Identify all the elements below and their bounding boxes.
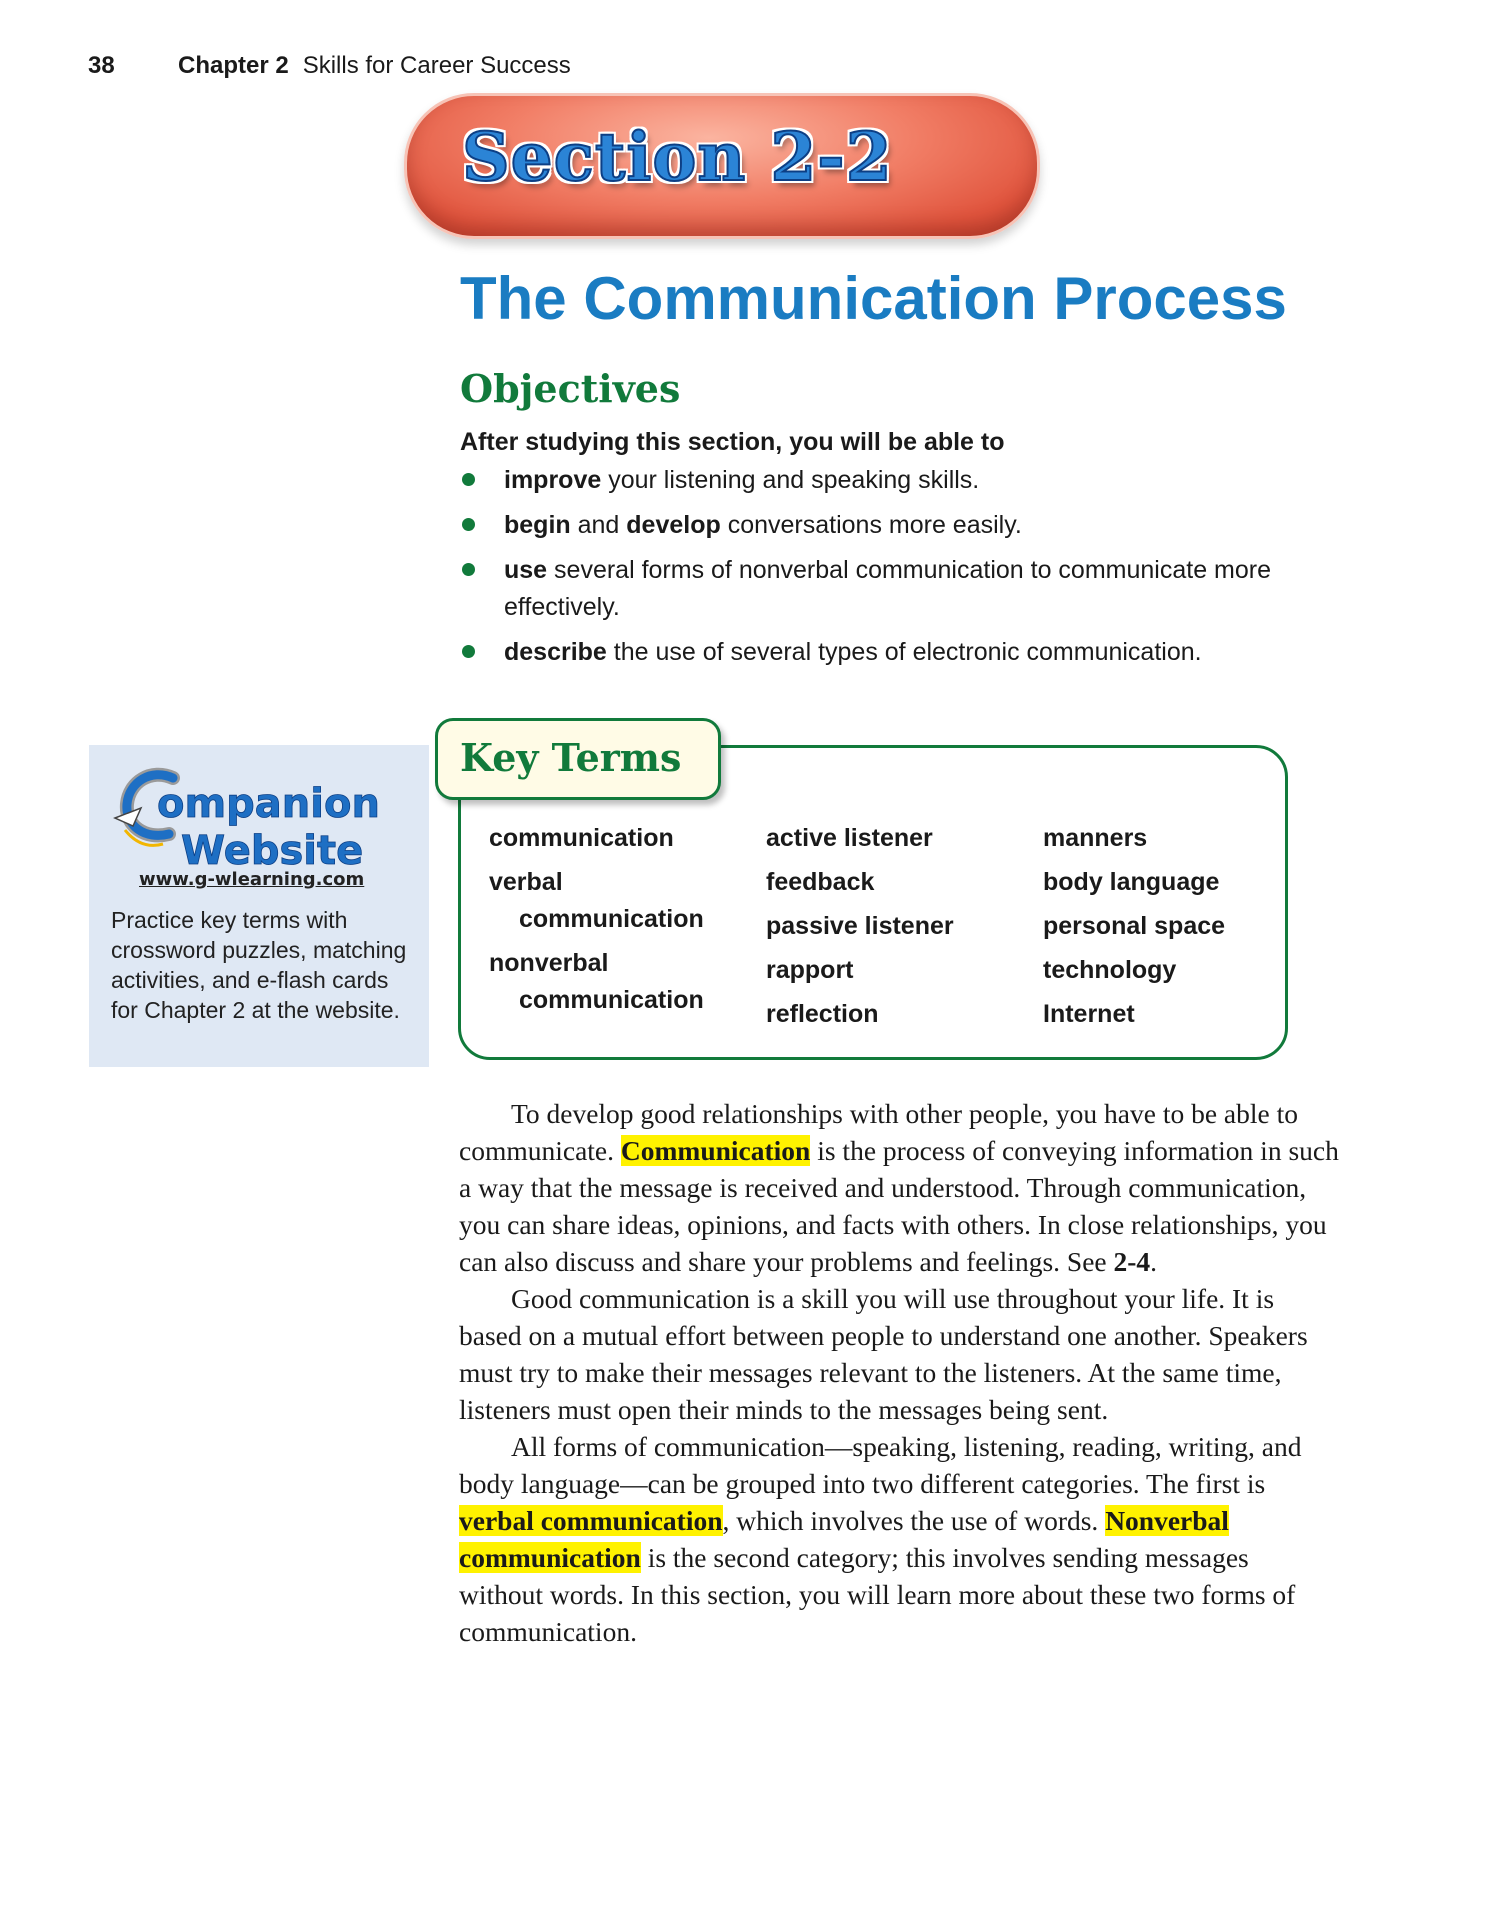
objective-text: conversations more easily.	[720, 511, 1022, 539]
objective-verb: improve	[504, 466, 602, 494]
key-term: active listener	[766, 824, 933, 852]
objective-verb: describe	[504, 638, 607, 666]
key-term: Internet	[1043, 1000, 1135, 1028]
bullet-icon	[462, 473, 475, 486]
bullet-icon	[462, 518, 475, 531]
running-header	[88, 52, 571, 80]
section-title: The Communication Process	[460, 265, 1287, 332]
objective-text: and	[570, 511, 627, 539]
objectives-list	[460, 462, 1300, 679]
key-term: rapport	[766, 956, 854, 984]
key-terms-column-1	[489, 820, 759, 1026]
section-banner	[404, 93, 1040, 239]
key-terms-heading: Key Terms	[460, 735, 682, 780]
page-number: 38	[88, 52, 115, 79]
objective-item	[460, 634, 1300, 671]
objective-text: several forms of nonverbal communication to communicate more effectively.	[504, 556, 1272, 621]
key-term	[489, 820, 759, 857]
objective-verb: use	[504, 556, 548, 584]
highlighted-term: verbal communication	[459, 1505, 723, 1536]
body-text-run: All forms of communication—speaking, listening, reading, writing, and body language—can be grouped into two different categories. The first is	[459, 1431, 1302, 1499]
chapter-title: Skills for Career Success	[302, 52, 571, 79]
chapter-label: Chapter 2	[178, 52, 289, 79]
body-text-run: is the second category; this involves sending messages without words. In this section, you will learn more about these two forms of communication.	[459, 1542, 1296, 1647]
body-text-run: , which involves the use of words.	[722, 1505, 1106, 1536]
body-text-run: is the process of conveying information in such a way that the message is received and understood. Through communication, you can share ideas, opinions, and facts with others. In close relationships, you can also discuss and share your problems and feelings. See	[459, 1135, 1339, 1277]
key-term: technology	[1043, 956, 1177, 984]
companion-website-logo	[111, 760, 411, 870]
key-term: reflection	[766, 1000, 879, 1028]
body-paragraph: Good communication is a skill you will use throughout your life. It is based on a mutual effort between people to understand one another. Speakers must try to make their messages relevant to the listeners. At the same time, listeners must open their minds to the messages being sent.	[459, 1283, 1308, 1425]
bullet-icon	[462, 645, 475, 658]
objective-item	[460, 462, 1300, 499]
key-term: manners	[1043, 824, 1148, 852]
body-text	[459, 1095, 1339, 1650]
key-terms-tab	[435, 718, 721, 800]
key-term-text: verbal	[489, 868, 563, 896]
companion-logo-text-2: Website	[181, 828, 364, 870]
key-terms-column-2	[766, 820, 1036, 1040]
companion-website-box	[89, 745, 429, 1067]
objectives-heading: Objectives	[460, 366, 681, 411]
objective-verb: develop	[626, 511, 721, 539]
key-term	[489, 945, 759, 1019]
key-term: body language	[1043, 868, 1220, 896]
objective-verb: begin	[504, 511, 571, 539]
key-term: personal space	[1043, 912, 1226, 940]
section-banner-label: Section 2-2	[462, 118, 893, 196]
body-paragraph	[459, 1095, 1339, 1280]
key-term: feedback	[766, 868, 875, 896]
highlighted-term: Communication	[620, 1135, 811, 1166]
body-paragraph	[459, 1428, 1339, 1650]
companion-url-link[interactable]: www.g-wlearning.com	[139, 869, 365, 890]
body-text-run: To develop good relationships with other people, you have to be able to communicate.	[459, 1098, 1298, 1166]
figure-reference: 2-4	[1113, 1246, 1151, 1277]
objectives-intro: After studying this section, you will be able to	[460, 428, 1005, 456]
body-text-run: .	[1150, 1246, 1158, 1277]
key-term-text: communication	[519, 905, 704, 933]
objective-item	[460, 552, 1300, 626]
objective-text: your listening and speaking skills.	[601, 466, 980, 494]
key-term-text: nonverbal	[489, 949, 609, 977]
objective-item	[460, 507, 1300, 544]
key-terms-column-3	[1043, 820, 1283, 1040]
companion-description: Practice key terms with crossword puzzles, matching activities, and e-flash cards for Chapter 2 at the website.	[111, 907, 407, 1023]
key-term-text: communication	[489, 824, 674, 852]
key-term: passive listener	[766, 912, 954, 940]
objective-text: the use of several types of electronic communication.	[606, 638, 1202, 666]
companion-logo-text: ompanion	[157, 781, 380, 827]
key-term-text: communication	[519, 986, 704, 1014]
key-term	[489, 864, 759, 938]
bullet-icon	[462, 563, 475, 576]
highlighted-term: Nonverbal communication	[459, 1505, 1229, 1573]
